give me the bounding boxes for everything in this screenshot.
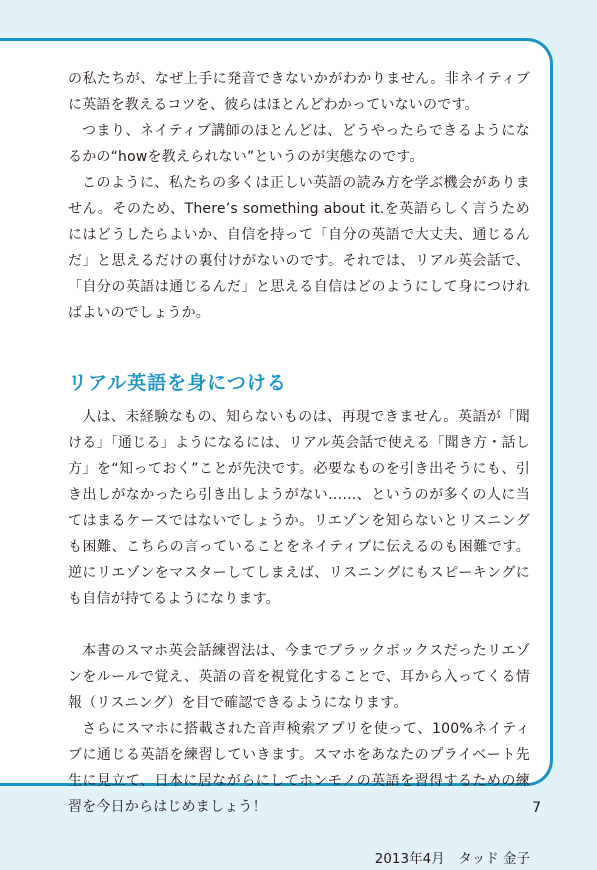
body-paragraph-2: つまり、ネイティブ講師のほとんどは、どうやったらできるようになるかの“howを教えられない”というのが実態なのです。 — [68, 123, 530, 165]
page-number: 7 — [532, 800, 541, 816]
section-heading: リアル英語を身につける — [68, 372, 287, 394]
signature: 2013年4月 タッド 金子 — [374, 851, 530, 867]
body-paragraph-3: このように、私たちの多くは正しい英語の読み方を学ぶ機会がありません。そのため、There’s something about it.を英語らしく言うためにはどうしたらよいか、自信を持って「自分の英語で大丈夫、通じるんだ」と思えるだけの裏付けがないのです。それでは、リアル英会話で、「自分の英語は通じるんだ」と思える自信はどのようにして身につければよいのでしょうか。 — [68, 175, 530, 321]
page-content — [68, 66, 530, 870]
section-paragraph-1: 人は、未経験なもの、知らないものは、再現できません。英語が「聞ける」「通じる」ようになるには、リアル英会話で使える「聞き方・話し方」を“知っておく”ことが先決です。必要なものを引き出そうにも、引き出しがなかったら引き出しようがない……、というのが多くの人に当てはまるケースではないでしょうか。リエゾンを知らないとリスニングも困難、こちらの言っていることをネイティブに伝えるのも困難です。逆にリエゾンをマスターしてしまえば、リスニングにもスピーキングにも自信が持てるようになります。 — [68, 409, 530, 607]
section-paragraph-3: さらにスマホに搭載された音声検索アプリを使って、100%ネイティブに通じる英語を練習していきます。スマホをあなたのプライベート先生に見立て、日本に居ながらにしてホンモノの英語を習得するための練習を今日からはじめましょう！ — [68, 721, 530, 815]
body-paragraph-1: の私たちが、なぜ上手に発音できないかがわかりません。非ネイティブに英語を教えるコツを、彼らはほとんどわかっていないのです。 — [68, 71, 530, 113]
section-paragraph-2: 本書のスマホ英会話練習法は、今までブラックボックスだったリエゾンをルールで覚え、英語の音を視覚化することで、耳から入ってくる情報（リスニング）を目で確認できるようになります。 — [68, 643, 530, 711]
